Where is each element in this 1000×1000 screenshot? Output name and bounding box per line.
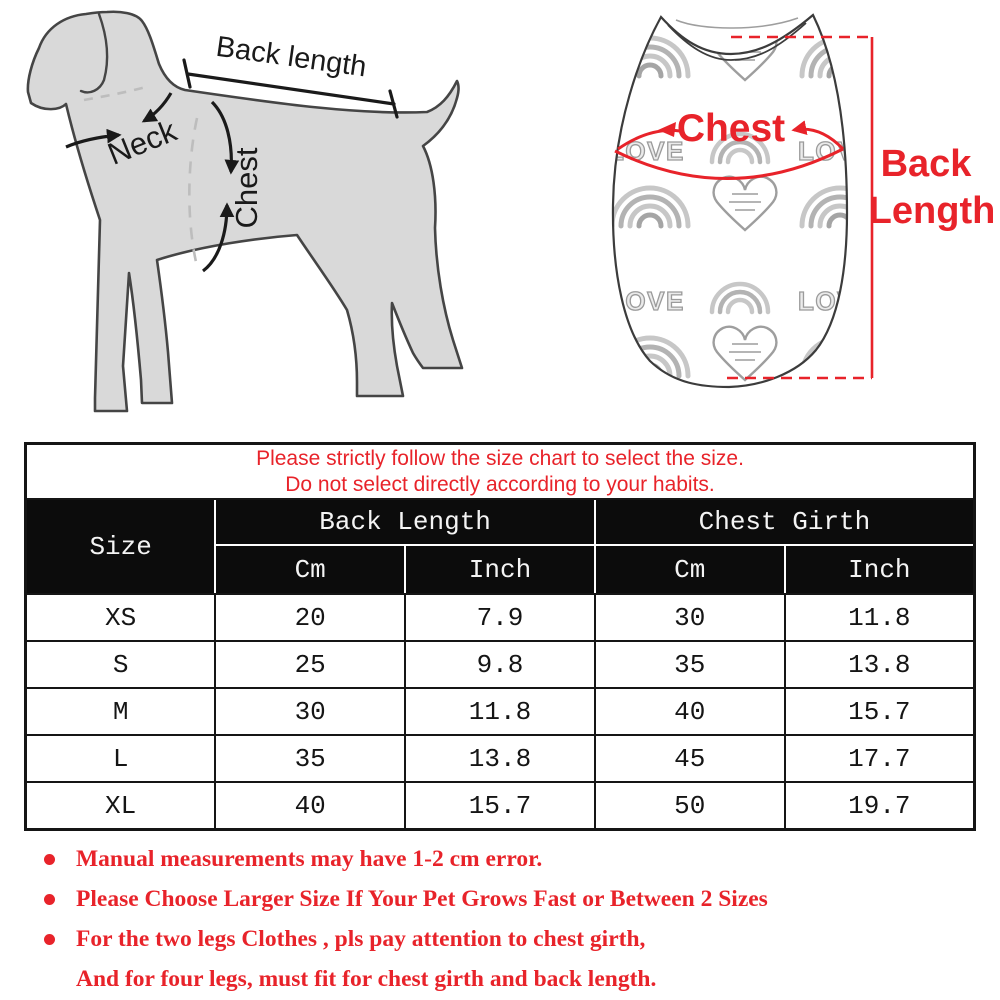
cell-chest-cm: 40 — [595, 688, 785, 735]
cell-back-cm: 20 — [215, 594, 405, 641]
col-header-back-cm: Cm — [215, 545, 405, 594]
vest-collar-back-line — [676, 18, 798, 28]
col-header-back-length: Back Length — [215, 499, 595, 545]
cell-back-inch: 15.7 — [405, 782, 595, 830]
table-header-row-groups — [26, 499, 975, 545]
note-text: For the two legs Clothes , pls pay attention to chest girth, — [76, 926, 646, 952]
table-row-s — [26, 641, 975, 688]
table-row-m — [26, 688, 975, 735]
cell-back-inch: 7.9 — [405, 594, 595, 641]
table-notice-row — [26, 444, 975, 500]
cell-chest-inch: 17.7 — [785, 735, 975, 782]
col-header-chest-cm: Cm — [595, 545, 785, 594]
cell-chest-cm: 35 — [595, 641, 785, 688]
note-line — [44, 845, 974, 873]
cell-chest-inch: 19.7 — [785, 782, 975, 830]
cell-back-cm: 35 — [215, 735, 405, 782]
cell-chest-cm: 30 — [595, 594, 785, 641]
table-notice-cell — [26, 444, 975, 500]
note-bullet-dot-icon — [44, 854, 55, 865]
note-text: Manual measurements may have 1-2 cm error. — [76, 846, 543, 872]
note-bullet-dot-icon — [44, 894, 55, 905]
table-row-xs — [26, 594, 975, 641]
col-header-chest-inch: Inch — [785, 545, 975, 594]
cell-chest-inch: 15.7 — [785, 688, 975, 735]
garment-chest-label: Chest — [676, 107, 786, 150]
table-row-l — [26, 735, 975, 782]
col-header-chest-girth: Chest Girth — [595, 499, 975, 545]
garment-diagram — [0, 0, 1000, 435]
cell-size: S — [26, 641, 216, 688]
cell-back-inch: 13.8 — [405, 735, 595, 782]
size-table — [24, 442, 976, 831]
cell-size: XL — [26, 782, 216, 830]
cell-size: M — [26, 688, 216, 735]
garment-back-length-label-line2: Length — [868, 190, 996, 232]
cell-size: XS — [26, 594, 216, 641]
cell-back-inch: 11.8 — [405, 688, 595, 735]
notice-line-1: Please strictly follow the size chart to select the size. — [256, 446, 744, 470]
cell-back-cm: 25 — [215, 641, 405, 688]
cell-chest-inch: 11.8 — [785, 594, 975, 641]
cell-chest-inch: 13.8 — [785, 641, 975, 688]
col-header-back-inch: Inch — [405, 545, 595, 594]
cell-back-inch: 9.8 — [405, 641, 595, 688]
note-line-continuation — [44, 965, 974, 993]
note-text: And for four legs, must fit for chest girth and back length. — [76, 966, 657, 992]
cell-back-cm: 40 — [215, 782, 405, 830]
note-line — [44, 925, 974, 953]
note-line — [44, 885, 974, 913]
cell-chest-cm: 45 — [595, 735, 785, 782]
garment-back-length-label-line1: Back — [880, 143, 972, 185]
col-header-size: Size — [26, 499, 216, 594]
note-bullet-dot-icon — [44, 934, 55, 945]
vest-pattern — [613, 15, 847, 387]
table-row-xl — [26, 782, 975, 830]
notice-line-2: Do not select directly according to your habits. — [285, 472, 715, 496]
note-text: Please Choose Larger Size If Your Pet Grows Fast or Between 2 Sizes — [76, 886, 768, 912]
dog-chest-label: Chest — [229, 147, 265, 229]
cell-back-cm: 30 — [215, 688, 405, 735]
notes-section — [44, 845, 974, 1000]
cell-chest-cm: 50 — [595, 782, 785, 830]
back-length-label: Back length — [213, 30, 369, 84]
neck-label: Neck — [102, 112, 182, 172]
cell-size: L — [26, 735, 216, 782]
